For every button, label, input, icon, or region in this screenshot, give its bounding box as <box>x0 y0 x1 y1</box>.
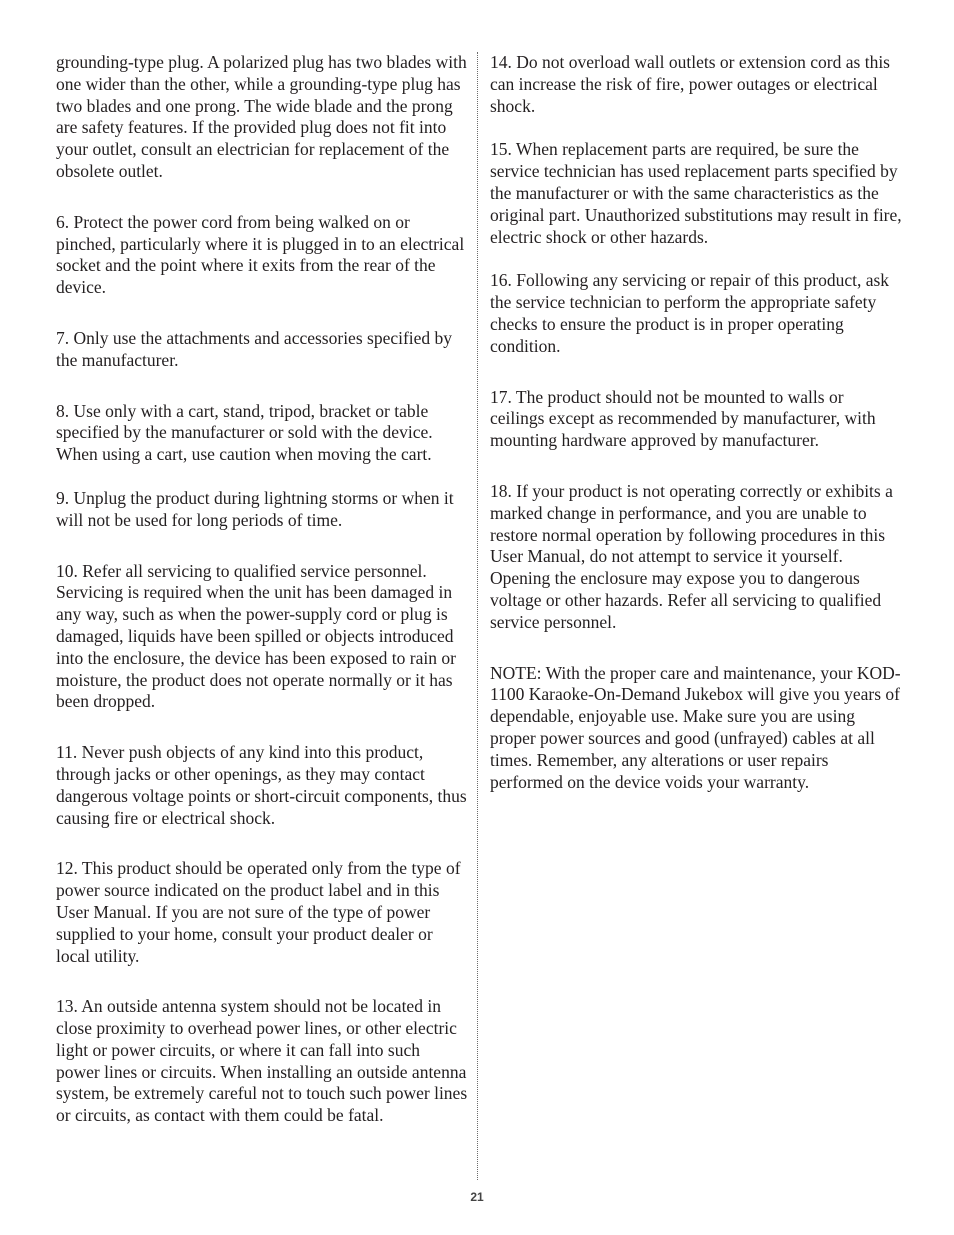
paragraph-plug-continued: grounding-type plug. A polarized plug has two blades with one wider than the other, while a grounding-type plug has two blades and one prong. The wide blade and the prong are safety features. If the provided plug does not fit into your outlet, consult an electrician for replacement of the obsolete outlet. <box>56 52 467 181</box>
right-column <box>490 52 902 793</box>
page-number: 21 <box>470 1190 484 1204</box>
left-column <box>56 52 468 1127</box>
paragraph-item-10: 10. Refer all servicing to qualified service personnel. Servicing is required when the unit has been damaged in any way, such as when the power-supply cord or plug is damaged, liquids have been spilled or objects introduced into the enclosure, the device has been exposed to rain or moisture, the product does not operate normally or it has been dropped. <box>56 560 456 712</box>
paragraph-item-6: 6. Protect the power cord from being walked on or pinched, particularly where it is plugged in to an electrical socket and the point where it exits from the rear of the device. <box>56 211 465 298</box>
paragraph-item-18: 18. If your product is not operating correctly or exhibits a marked change in performance, and you are unable to restore normal operation by following procedures in this User Manual, do not attempt to service it yourself. Opening the enclosure may expose you to dangerous voltage or other hazards. Refer all servicing to qualified service personnel. <box>490 480 893 632</box>
paragraph-item-13: 13. An outside antenna system should not be located in close proximity to overhead power lines, or other electric light or power circuits, or where it can fall into such power lines or circuits. When installing an outside antenna system, be extremely careful not to touch such power lines or circuits, as contact with them could be fatal. <box>56 996 468 1126</box>
paragraph-item-7: 7. Only use the attachments and accessories specified by the manufacturer. <box>56 327 453 370</box>
paragraph-item-16: 16. Following any servicing or repair of this product, ask the service technician to perform the appropriate safety checks to ensure the product is in proper operating condition. <box>490 270 890 356</box>
paragraph-note: NOTE: With the proper care and maintenance, your KOD-1100 Karaoke-On-Demand Jukebox will give you years of dependable, enjoyable use. Make sure you are using proper power sources and good (unfrayed) cables at all times. Remember, any alterations or user repairs performed on the device voids your warranty. <box>490 662 901 792</box>
paragraph-item-8: 8. Use only with a cart, stand, tripod, bracket or table specified by the manufacturer or sold with the device. When using a cart, use caution when moving the cart. <box>56 400 433 465</box>
paragraph-item-11: 11. Never push objects of any kind into this product, through jacks or other openings, as they may contact dangerous voltage points or short-circuit components, thus causing fire or electrical shock. <box>56 742 467 828</box>
paragraph-item-14: 14. Do not overload wall outlets or extension cord as this can increase the risk of fire, power outages or electrical shock. <box>490 52 890 116</box>
paragraph-item-15: 15. When replacement parts are required, be sure the service technician has used replacement parts specified by the manufacturer or with the same characteristics as the original part. Unauthorized substitutions may result in fire, electric shock or other hazards. <box>490 139 902 247</box>
paragraph-item-9: 9. Unplug the product during lightning storms or when it will not be used for long periods of time. <box>56 487 454 530</box>
column-divider <box>477 52 478 1180</box>
paragraph-item-12: 12. This product should be operated only from the type of power source indicated on the product label and in this User Manual. If you are not sure of the type of power supplied to your home, consult your product dealer or local utility. <box>56 858 461 966</box>
paragraph-item-17: 17. The product should not be mounted to walls or ceilings except as recommended by manufacturer, with mounting hardware approved by manufacturer. <box>490 386 876 451</box>
